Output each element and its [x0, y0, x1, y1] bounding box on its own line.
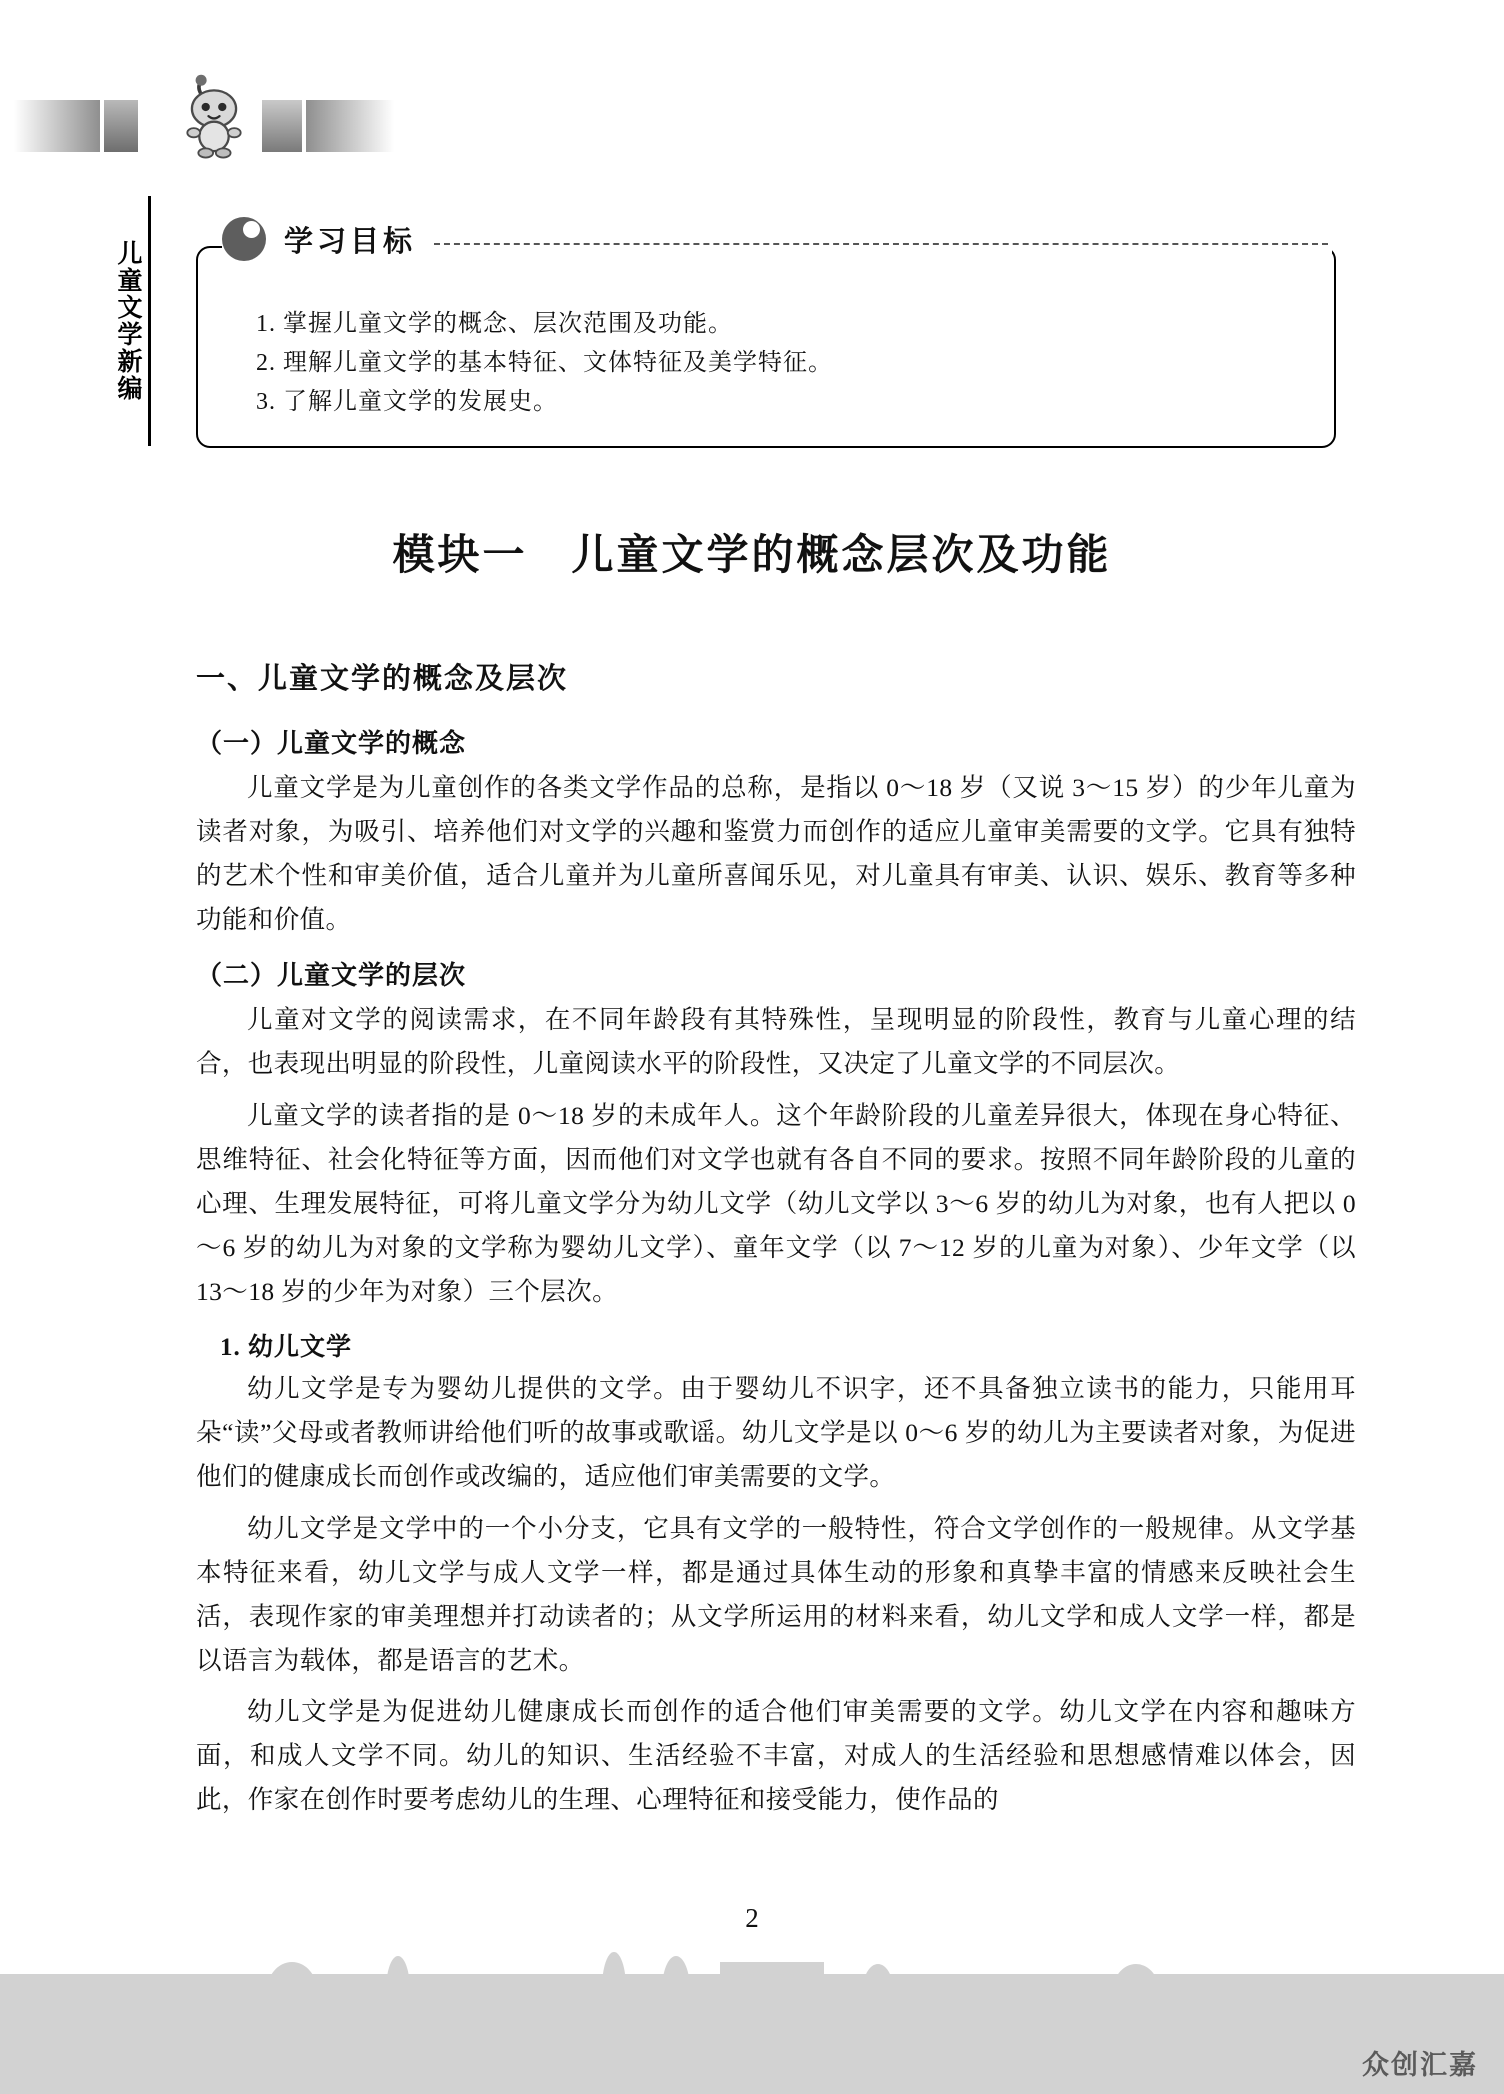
deco-segment-right	[306, 100, 394, 152]
list-item: 1. 掌握儿童文学的概念、层次范围及功能。	[256, 311, 733, 337]
learning-objectives-title: 学习目标	[284, 225, 417, 258]
footer-band	[0, 1974, 1504, 2094]
paragraph: 儿童对文学的阅读需求，在不同年龄段有其特殊性，呈现明显的阶段性，教育与儿童心理的结合，也表现出明显的阶段性，儿童阅读水平的阶段性，又决定了儿童文学的不同层次。	[196, 1005, 1356, 1079]
deco-segment-inner-right	[262, 100, 302, 152]
module-name: 儿童文学的概念层次及功能	[571, 533, 1112, 579]
paragraph: 幼儿文学是专为婴幼儿提供的文学。由于婴幼儿不识字，还不具备独立读书的能力，只能用耳朵“读”父母或者教师讲给他们听的故事或歌谣。幼儿文学是以 0～6 岁的幼儿为主要读者对象，为促进他们的健康成长而创作或改编的，适应他们审美需要的文学。	[196, 1374, 1356, 1492]
page-footer	[0, 1854, 1504, 2094]
deco-segment-left	[14, 100, 100, 152]
deco-segment-inner-left	[104, 100, 138, 152]
list-item: 2. 理解儿童文学的基本特征、文体特征及美学特征。	[256, 349, 833, 376]
subsection-heading-2: （二）儿童文学的层次	[196, 961, 467, 991]
page-number: 2	[745, 1903, 759, 1933]
sub-subsection-heading-1: 1. 幼儿文学	[220, 1334, 353, 1362]
paragraph: 幼儿文学是为促进幼儿健康成长而创作的适合他们审美需要的文学。幼儿文学在内容和趣味方面，和成人文学不同。幼儿的知识、生活经验不丰富，对成人的生活经验和思想感情难以体会，因此，作家在创作时要考虑幼儿的生理、心理特征和接受能力，使作品的	[196, 1697, 1356, 1815]
target-circle-icon	[222, 215, 270, 263]
learning-objectives-list	[256, 305, 833, 422]
watermark: 众创汇嘉	[1362, 2050, 1478, 2081]
list-item: 3. 了解儿童文学的发展史。	[256, 388, 558, 415]
mascot-icon	[168, 72, 260, 164]
section-heading-1: 一、儿童文学的概念及层次	[196, 663, 569, 695]
book-spine-title: 儿童文学新编	[96, 196, 151, 446]
module-label: 模块一	[392, 533, 528, 579]
subsection-heading-1: （一）儿童文学的概念	[196, 729, 467, 758]
paragraph: 幼儿文学是文学中的一个小分支，它具有文学的一般特性，符合文学创作的一般规律。从文学基本特征来看，幼儿文学与成人文学一样，都是通过具体生动的形象和真挚丰富的情感来反映社会生活，表现作家的审美理想并打动读者的；从文学所运用的材料来看，幼儿文学和成人文学一样，都是以语言为载体，都是语言的艺术。	[196, 1514, 1356, 1675]
paragraph: 儿童文学是为儿童创作的各类文学作品的总称，是指以 0～18 岁（又说 3～15 岁）的少年儿童为读者对象，为吸引、培养他们对文学的兴趣和鉴赏力而创作的适应儿童审美需要的文学。它具有独特的艺术个性和审美价值，适合儿童并为儿童所喜闻乐见，对儿童具有审美、认识、娱乐、教育等多种功能和价值。	[196, 773, 1356, 934]
module-title	[0, 522, 1504, 582]
body-content	[196, 638, 1356, 1830]
paragraph: 儿童文学的读者指的是 0～18 岁的未成年人。这个年龄阶段的儿童差异很大，体现在身心特征、思维特征、社会化特征等方面，因而他们对文学也就有各自不同的要求。按照不同年龄阶段的儿童的心理、生理发展特征，可将儿童文学分为幼儿文学（幼儿文学以 3～6 岁的幼儿为对象，也有人把以 0～6 岁的幼儿为对象的文学称为婴幼儿文学）、童年文学（以 7～12 岁的儿童为对象）、少年文学（以 13～18 岁的少年为对象）三个层次。	[196, 1101, 1356, 1306]
dashed-rule	[434, 243, 1328, 245]
learning-objectives-header	[222, 212, 1332, 266]
